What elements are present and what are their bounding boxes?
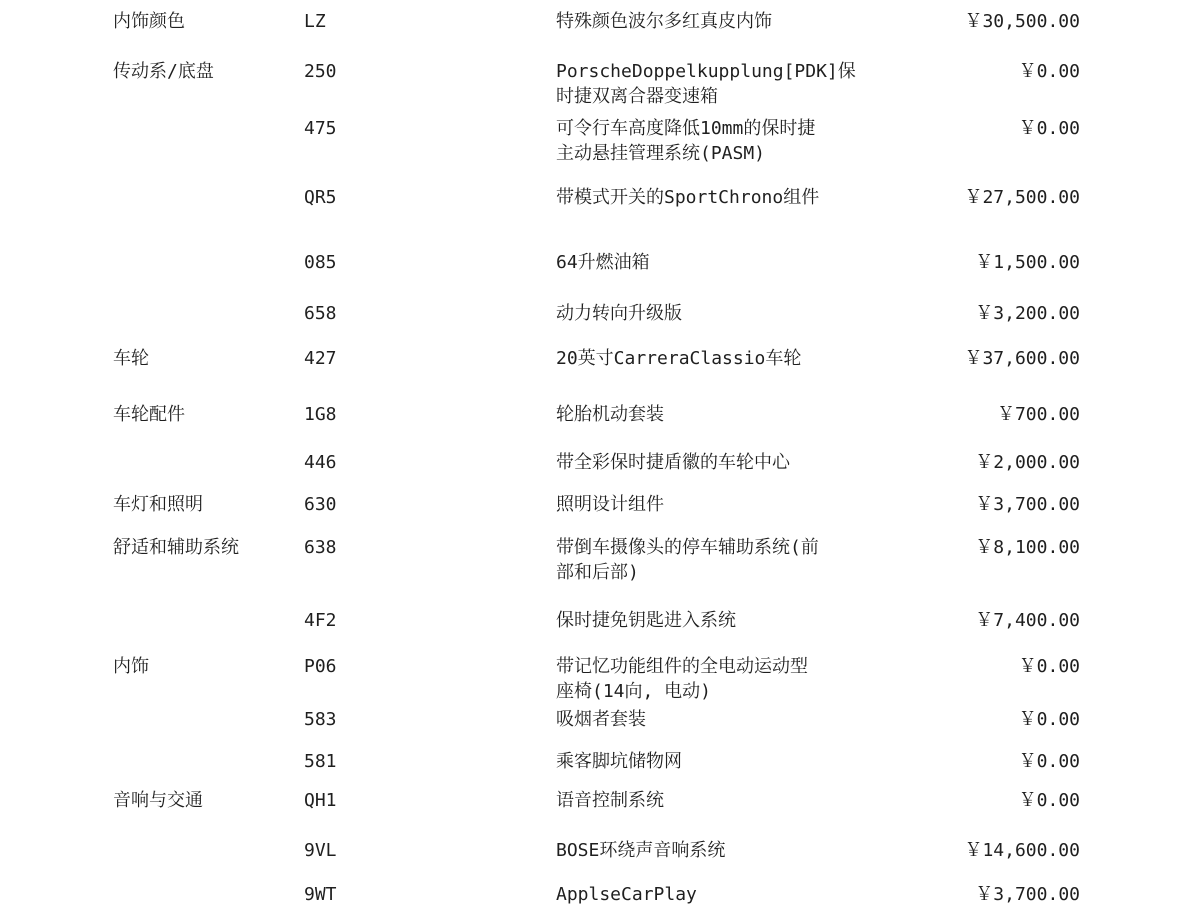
option-code: 658: [304, 303, 337, 324]
option-description-line: PorscheDoppelkupplung[PDK]保: [556, 61, 856, 82]
option-description: [556, 707, 646, 732]
option-description-line: 带模式开关的SportChrono组件: [556, 187, 820, 208]
option-code: 581: [304, 751, 337, 772]
option-description-line: 照明设计组件: [556, 494, 664, 515]
option-price: ￥2,000.00: [975, 452, 1080, 473]
option-code: 446: [304, 452, 337, 473]
option-code: 475: [304, 118, 337, 139]
option-description-line: 保时捷免钥匙进入系统: [556, 610, 736, 631]
option-price: ￥37,600.00: [964, 348, 1080, 369]
option-price: ￥30,500.00: [964, 11, 1080, 32]
option-description-line: BOSE环绕声音响系统: [556, 840, 726, 861]
option-code: 9WT: [304, 884, 337, 905]
option-description: [556, 838, 725, 863]
option-price: ￥14,600.00: [964, 840, 1080, 861]
option-price: ￥3,700.00: [975, 494, 1080, 515]
option-description: [556, 654, 808, 704]
option-code: 085: [304, 252, 337, 273]
option-category: 车轮配件: [113, 404, 185, 425]
option-category: 传动系/底盘: [113, 61, 214, 82]
option-description-line: 20英寸CarreraClassio车轮: [556, 348, 802, 369]
option-price: ￥0.00: [1018, 61, 1080, 82]
option-description-line: 带记忆功能组件的全电动运动型: [556, 656, 808, 677]
option-price: ￥700.00: [996, 404, 1080, 425]
option-price: ￥27,500.00: [964, 187, 1080, 208]
option-description-line: 时捷双离合器变速箱: [556, 86, 718, 107]
option-description: [556, 492, 664, 517]
option-category: 内饰: [113, 656, 149, 677]
option-description: [556, 116, 815, 166]
option-description: [556, 749, 682, 774]
option-description-line: 部和后部): [556, 562, 639, 583]
option-code: 638: [304, 537, 337, 558]
option-code: 1G8: [304, 404, 337, 425]
option-description: [556, 59, 856, 109]
option-price: ￥0.00: [1018, 118, 1080, 139]
option-code: P06: [304, 656, 337, 677]
option-description: [556, 185, 819, 210]
option-price: ￥0.00: [1018, 656, 1080, 677]
option-price: ￥0.00: [1018, 751, 1080, 772]
option-description-line: 轮胎机动套装: [556, 404, 664, 425]
option-description: [556, 788, 664, 813]
option-description: [556, 301, 682, 326]
option-code: 4F2: [304, 610, 337, 631]
option-price: ￥1,500.00: [975, 252, 1080, 273]
option-description-line: 主动悬挂管理系统(PASM): [556, 143, 766, 164]
option-description: [556, 882, 697, 907]
option-description: [556, 608, 736, 633]
option-code: QH1: [304, 790, 337, 811]
option-category: 车灯和照明: [113, 494, 203, 515]
option-description-line: 语音控制系统: [556, 790, 664, 811]
option-code: 630: [304, 494, 337, 515]
option-price: ￥3,700.00: [975, 884, 1080, 905]
option-description: [556, 9, 772, 34]
option-category: 舒适和辅助系统: [113, 537, 239, 558]
option-price: ￥0.00: [1018, 790, 1080, 811]
option-category: 车轮: [113, 348, 149, 369]
option-description: [556, 535, 819, 585]
option-description-line: 可令行车高度降低10mm的保时捷: [556, 118, 816, 139]
option-description-line: 吸烟者套装: [556, 709, 646, 730]
option-code: LZ: [304, 11, 326, 32]
option-category: 内饰颜色: [113, 11, 185, 32]
option-description-line: 带全彩保时捷盾徽的车轮中心: [556, 452, 790, 473]
option-description-line: 特殊颜色波尔多红真皮内饰: [556, 11, 772, 32]
option-description-line: 动力转向升级版: [556, 303, 682, 324]
option-code: 427: [304, 348, 337, 369]
option-description: [556, 346, 801, 371]
option-description: [556, 250, 650, 275]
option-price: ￥8,100.00: [975, 537, 1080, 558]
option-description-line: 乘客脚坑储物网: [556, 751, 682, 772]
option-code: 583: [304, 709, 337, 730]
option-price: ￥0.00: [1018, 709, 1080, 730]
option-description-line: 座椅(14向, 电动): [556, 681, 712, 702]
option-category: 音响与交通: [113, 790, 203, 811]
option-description-line: 64升燃油箱: [556, 252, 650, 273]
option-description-line: ApplseCarPlay: [556, 884, 697, 905]
option-price: ￥3,200.00: [975, 303, 1080, 324]
option-code: 250: [304, 61, 337, 82]
option-code: 9VL: [304, 840, 337, 861]
option-code: QR5: [304, 187, 337, 208]
option-description: [556, 450, 790, 475]
option-description-line: 带倒车摄像头的停车辅助系统(前: [556, 537, 819, 558]
option-price: ￥7,400.00: [975, 610, 1080, 631]
option-description: [556, 402, 664, 427]
